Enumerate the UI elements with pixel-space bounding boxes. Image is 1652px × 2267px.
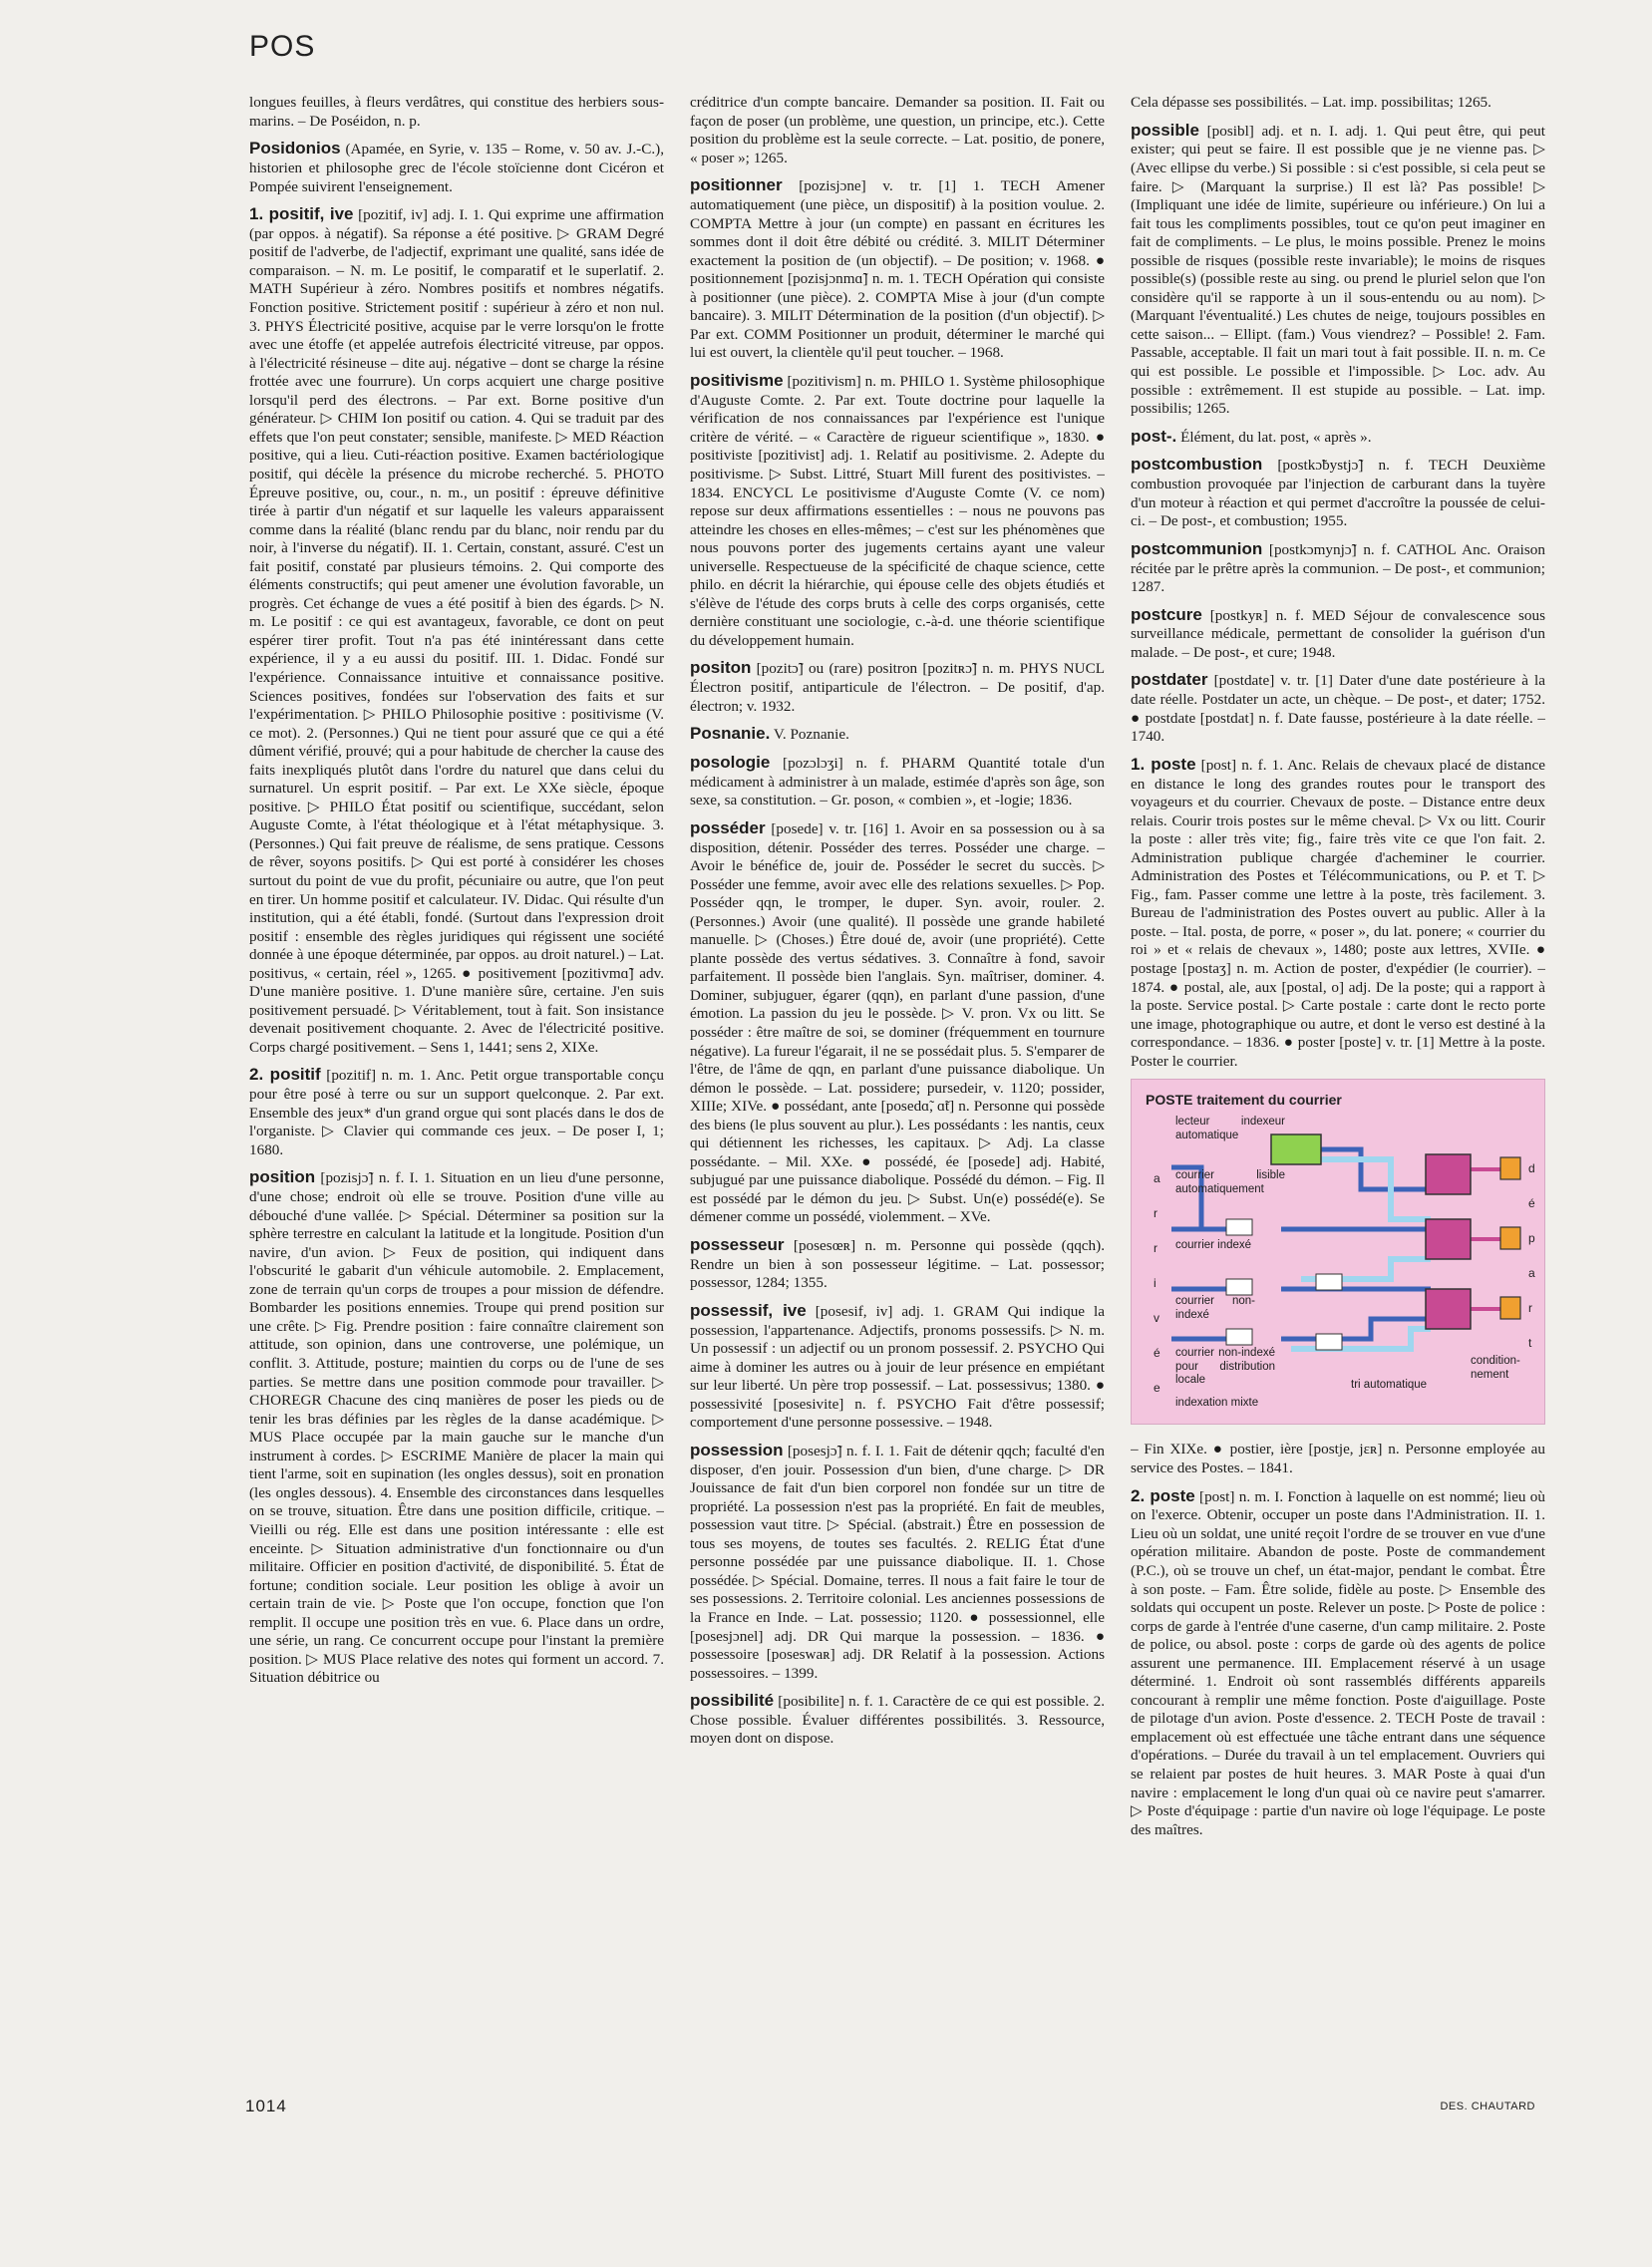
headword: possesseur	[690, 1235, 785, 1255]
mail-tray	[1226, 1329, 1252, 1345]
definition: [posesjɔ̃] n. f. I. 1. Fait de détenir qqch; faculté d'en disposer, d'en jouir. Possession d'un bien, d'une charge. ▷ DR Jouissance de fait d'un bien corporel non fondée sur un titre de propriété. La possession n'est pas la propriété. En fait de meubles, possession vaut titre. ▷ Spécial. (abstrait.) Être en possession de tous ses moyens, de toutes ses facultés. 2. RELIG État d'une personne possédée par une puissance diabolique. II. 1. Chose possédée. ▷ Spécial. Domaine, terres. Il nous a fait faire le tour de ses possessions. 2. Territoire colonial. Les anciennes possessions de la France en Inde. – Lat. possessio; 1120. ● possessionnel, elle [posesjɔnel] adj. DR Qui marque la possession. – 1836. ● possessoire [poseswaʀ] adj. DR Relatif à la possession. Actions possessoires. – 1399.	[690, 1442, 1105, 1682]
definition: V. Poznanie.	[773, 726, 849, 744]
entry	[1131, 427, 1545, 448]
definition: [pozitivism] n. m. PHILO 1. Système philosophique d'Auguste Comte. 2. Par ext. Toute doctrine pour laquelle la vérification de nos connaissances par l'expérience est l'unique critère de vérité. – « Caractère de rigueur scientifique », 1830. ● positiviste [pozitivist] adj. 1. Relatif au positivisme. 2. Adepte du positivisme. ▷ Subst. Littré, Stuart Mill furent des positivistes. – 1834. ENCYCL Le positivisme d'Auguste Comte (V. ce nom) repose sur deux affirmations essentielles : – nous ne pouvons pas atteindre les choses en elles-mêmes; – c'est sur les phénomènes que nous pouvons porter des jugements certains ayant une valeur universelle. Respectueuse de la spécificité de chaque science, cette philo. en décrit la hiérarchie, qui épouse celle des objets étudiés et s'élève de l'étude des corps bruts à celle des corps organisés, cette dernière constituant une sociologie, c.-à-d. une théorie scientifique du développement humain.	[690, 373, 1105, 649]
entry-text	[690, 724, 1105, 745]
headword: possession	[690, 1440, 784, 1459]
definition: [posesif, iv] adj. 1. GRAM Qui indique la possession, l'appartenance. Adjectifs, pronoms possessifs. ▷ N. m. Un possessif : un adjectif ou un pronom possessif. 2. PSYCHO Qui aime à dominer les autres ou à jouir de leur présence en empiétant sur leur liberté. Un père trop possessif. – Lat. possessivus; 1380. ● possessivité [posesivite] n. f. PSYCHO Fait d'être possessif; comportement d'une personne possessive. – 1948.	[690, 1302, 1105, 1432]
arrival-letter: é	[1154, 1346, 1160, 1361]
headword: postdater	[1131, 670, 1208, 690]
departure-letter: t	[1528, 1336, 1532, 1351]
definition: [post] n. m. I. Fonction à laquelle on est nommé; lieu où on l'exerce. Obtenir, occuper un poste dans l'Administration. II. 1. Lieu où un soldat, une unité reçoit l'ordre de se trouver en vue d'une opération militaire. Abandon de poste. Poste de commandement (P.C.), où se trouve un chef, un état-major, pendant le combat. Être à son poste. – Fam. Être solide, fidèle au poste. ▷ Ensemble des soldats qui occupent un poste. Relever un poste. ▷ Poste de police : corps de garde à l'entrée d'une caserne, d'un camp militaire. 2. Poste de police, ou absol. poste : corps de garde où des agents de police assurent une permanence. III. Emplacement réservé à un usage déterminé. 1. Endroit où sont rassemblés différents appareils concourant à remplir une même fonction. Poste d'aiguillage. Poste de pilotage d'un avion. Poste d'essence. 2. TECH Poste de travail : emplacement où est effectuée une tâche entrant dans une séquence d'opérations. – Durée du travail à un tel emplacement. Ouvriers qui se relaient par postes de huit heures. 3. MAR Poste à quai d'un navire : emplacement le long d'un quai où ce navire peut s'amarrer. ▷ Poste d'équipage : partie d'un navire où loge l'équipage. Le poste des maîtres.	[1131, 1487, 1545, 1838]
definition: [posesœʀ] n. m. Personne qui possède (qqch). Rendre un bien à son possesseur légitime. – Lat. possessor; possessor, 1284; 1355.	[690, 1237, 1105, 1292]
headword: possible	[1131, 120, 1199, 140]
sorter-block	[1426, 1219, 1471, 1259]
entry	[1131, 755, 1545, 1071]
headword: 1. poste	[1131, 754, 1196, 774]
headword: positon	[690, 658, 752, 678]
headword: 2. poste	[1131, 1485, 1195, 1505]
column-2	[690, 92, 1105, 2086]
entry	[1131, 539, 1545, 597]
diagram-label: lecteur indexeur automatique	[1175, 1116, 1285, 1141]
definition: [post] n. f. 1. Anc. Relais de chevaux placé de distance en distance le long des grandes routes pour le transport des voyageurs et du courrier. Chevaux de poste. – Distance entre deux relais. Courir trois postes sur le même cheval. ▷ Vx ou litt. Courir la poste : aller très vite; fig., faire très vite ce que l'on fait. 2. Administration publique chargée d'acheminer le courrier. Administration des Postes et Télécommunications, ou P. et T. ▷ Fig., fam. Passer comme une lettre à la poste, très facilement. 3. Bureau de l'administration des Postes ouvert au public. Aller à la poste. – Ital. posta, de porre, « poser », du lat. ponere; « courrier du roi » et « relais de chevaux », 1480; poste aux lettres, XVIIe. ● postage [postaʒ] n. m. Action de poster, d'expédier (le courrier). – 1874. ● postal, ale, aux [postal, o] adj. De la poste; qui a rapport à la poste. Service postal. ▷ Carte postale : carte dont le recto porte une image, photographique ou autre, et dont le verso est destiné à la correspondance. – 1836. ● poster [poste] v. tr. [1] Mettre à la poste. Poster le courrier.	[1131, 756, 1545, 1070]
running-head: POS	[249, 30, 316, 63]
entry	[1131, 121, 1545, 419]
mail-tray	[1226, 1279, 1252, 1295]
entry	[690, 92, 1105, 167]
entry	[690, 658, 1105, 716]
entry-text	[1131, 455, 1545, 530]
headword: positivisme	[690, 371, 784, 391]
definition: [posibl] adj. et n. I. adj. 1. Qui peut être, qui peut exister; qui peut se faire. Il est possible que je ne vienne pas. ▷ (Avec ellipse du verbe.) Si possible : si c'est possible, si cela peut se faire. ▷ (Marquant la surprise.) Il est là? Pas possible! ▷ (Impliquant une idée de limite, supérieure ou inférieure.) On lui a fait tous les compliments possibles, tout ce qu'on peut imaginer en fait de compliments. – Le plus, le moins possible. Prenez le moins possible de risques (possible reste invariable); le moins de risques possible(s) (possible reste au sing. ou prend le pluriel selon que l'on considère qu'il se rapporte à un il sous-entendu ou au nom). ▷ (Marquant l'éventualité.) Les chutes de neige, toujours possibles en cette saison... – Ellipt. (fam.) Vous viendrez? – Possible! 2. Fam. Passable, acceptable. Il fait un mari tout à fait possible. II. n. m. Ce qui est possible. Le possible et l'impossible. ▷ Loc. adv. Au possible : extrêmement. Il est stupide au possible. – Lat. imp. possibilis; 1265.	[1131, 122, 1545, 418]
entry-text	[1131, 605, 1545, 663]
diagram-label: courrier non-indexé pour distribution locale	[1175, 1347, 1275, 1386]
definition: – Fin XIXe. ● postier, ière [postje, jɛʀ] n. Personne employée au service des Postes. – 1841.	[1131, 1441, 1545, 1477]
diagram-label: condition-nement	[1471, 1355, 1520, 1381]
arrival-letter: r	[1154, 1241, 1157, 1256]
definition: [pozisjɔ̃] n. f. I. 1. Situation en un lieu d'une personne, d'une chose; endroit où elle se trouve. Position d'une ville au débouché d'une vallée. ▷ Spécial. Déterminer sa position sur la sphère terrestre en calculant la latitude et la longitude. Position d'un navire, d'un avion. ▷ Feux de position, qui indiquent dans l'obscurité le gabarit d'un véhicule automobile. 2. Emplacement, zone de terrain qu'un corps de troupes a pour mission de défendre. Bombarder les positions ennemies. Troupe qui prend position sur une crête. ▷ Fig. Prendre position : faire connaître clairement son attitude, son opinion, dans une controverse, une polémique, un conflit. 3. Attitude, posture; maintien du corps ou de l'une de ses parties. Se mettre dans une position commode pour travailler. ▷ CHOREGR Chacune des cinq manières de poser les pieds ou de tenir les bras définies par les règles de la danse académique. ▷ MUS Place occupée par la main gauche sur le manche d'un instrument à cordes. ▷ ESCRIME Manière de placer la main qui tient l'arme, soit en supination (les ongles dessus), soit en pronation (les ongles dessous). 4. Ensemble des circonstances dans lesquelles on se trouve, situation. Être dans une position difficile, critique. – Vieilli ou rég. Elle est dans une position intéressante : elle est enceinte. ▷ Situation administrative d'un fonctionnaire ou d'un militaire. Officier en position d'activité, de disponibilité. 5. État de fortune; condition sociale. Leur position les oblige à avoir un certain train de vie. ▷ Poste que l'on occupe, fonction que l'on remplit. Il occupe une position très en vue. 6. Place dans un ordre, une série, un rang. Ce concurrent occupe pour l'instant la première position. ▷ MUS Place relative des notes qui forment un accord. 7. Situation débitrice ou	[249, 1169, 664, 1687]
columns	[249, 92, 1545, 2086]
entry-text	[690, 92, 1105, 167]
entry	[690, 1691, 1105, 1749]
entry	[690, 371, 1105, 650]
definition: longues feuilles, à fleurs verdâtres, qui constitue des herbiers sous-marins. – De Poséidon, n. p.	[249, 94, 664, 130]
definition: Élément, du lat. post, « après ».	[1180, 428, 1372, 446]
definition: (Apamée, en Syrie, v. 135 – Rome, v. 50 av. J.-C.), historien et philosophe grec de l'école stoïcienne dont Cicéron et Pompée suivirent l'enseignement.	[249, 141, 664, 195]
definition: [posede] v. tr. [16] 1. Avoir en sa possession ou à sa disposition, détenir. Posséder des terres. Posséder une charge. – Avoir le bénéfice de, jouir de. Posséder le secret du succès. ▷ Posséder une femme, avoir avec elle des relations sexuelles. ▷ Pop. Posséder qqn, le tromper, le duper. Syn. avoir, rouler. 2. (Personnes.) Avoir (une qualité). Il possède une grande habileté manuelle. ▷ (Choses.) Être doué de, avoir (une propriété). Cette plante possède des vertus sédatives. 3. Connaître à fond, savoir parfaitement. Il possède bien l'anglais. Syn. maîtriser, dominer. 4. Dominer, subjuguer, égarer (qqn), en parlant d'une passion, d'une émotion. La passion du jeu le possède. ▷ V. pron. Vx ou litt. Se posséder : être maître de soi, se dominer (fréquemment en tournure négative). La fureur l'égarait, il ne se possédait plus. 5. S'emparer de l'être, de l'âme de qqn, en parlant d'une puissance diabolique. Un démon le possède. – Lat. possidere; pursedeir, v. 1120; possider, XIIIe; XIVe. ● possédant, ante [posedɑ̃, ɑ̃t] n. Personne qui possède des biens (le plus souvent au plur.). Les possédants : les nantis, ceux qui détiennent les richesses, les capitaux. ▷ Adj. La classe possédante. – Mil. XXe. ● possédé, ée [posede] adj. Habité, subjugué par une puissance diabolique. Possédé du démon. – Fig. Il est possédé par le démon du jeu. ▷ Subst. Un(e) possédé(e). Se démener comme un possédé, violemment. – XVe.	[690, 819, 1105, 1226]
headword: posologie	[690, 752, 771, 772]
entry	[690, 818, 1105, 1227]
entry-text	[1131, 539, 1545, 597]
entry-text	[690, 1235, 1105, 1293]
definition: [posibilite] n. f. 1. Caractère de ce qui est possible. 2. Chose possible. Évaluer différentes possibilités. 3. Ressource, moyen dont on dispose.	[690, 1693, 1105, 1748]
arrival-letter: e	[1154, 1381, 1160, 1396]
illustration-credit: DES. CHAUTARD	[1440, 2101, 1535, 2112]
entry-text	[1131, 121, 1545, 419]
outgoing-bin	[1500, 1297, 1520, 1319]
mail-tray	[1226, 1219, 1252, 1235]
entry-text	[690, 1301, 1105, 1433]
outgoing-bin	[1500, 1157, 1520, 1179]
entry	[1131, 455, 1545, 530]
diagram-label: courrier indexé	[1175, 1239, 1252, 1252]
definition: [pozitɔ̃] ou (rare) positron [pozitʀɔ̃] n. m. PHYS NUCL Électron positif, antiparticule de l'électron. – De positif, d'ap. électron; v. 1932.	[690, 660, 1105, 715]
departure-letter: p	[1528, 1231, 1535, 1246]
entry-text	[1131, 1439, 1545, 1477]
entry	[249, 1065, 664, 1159]
entry-text	[249, 204, 664, 1057]
column-1	[249, 92, 664, 2086]
page-number: 1014	[245, 2097, 287, 2115]
entry	[690, 1301, 1105, 1433]
mail-tray	[1316, 1334, 1342, 1350]
entry-text	[1131, 670, 1545, 746]
entry	[1131, 1486, 1545, 1840]
diagram-label: indexation mixte	[1175, 1397, 1259, 1410]
headword: postcure	[1131, 604, 1202, 624]
headword: 2. positif	[249, 1065, 321, 1085]
headword: Posidonios	[249, 139, 341, 159]
sorting-machines	[1426, 1154, 1471, 1329]
entry	[1131, 1439, 1545, 1477]
headword: postcombustion	[1131, 455, 1263, 475]
definition: [pozɔlɔʒi] n. f. PHARM Quantité totale d'un médicament à administrer à un malade, estimée d'après son âge, son sexe, sa constitution. – Gr. poson, « combien », et -logie; 1836.	[690, 754, 1105, 810]
outgoing-bins	[1500, 1157, 1520, 1319]
headword: 1. positif, ive	[249, 204, 354, 224]
arrival-letter: i	[1154, 1276, 1156, 1291]
entry	[690, 175, 1105, 363]
definition: Cela dépasse ses possibilités. – Lat. imp. possibilitas; 1265.	[1131, 94, 1491, 111]
headword: Posnanie.	[690, 724, 771, 744]
definition: [pozisjɔne] v. tr. [1] 1. TECH Amener automatiquement (une pièce, un dispositif) à la position voulue. 2. COMPTA Mettre à jour (un compte) en passant en écritures les sommes dont il doit être débité ou crédité. 3. MILIT Déterminer exactement la position de (un objectif). – De position; v. 1968. ● positionnement [pozisjɔnmɑ̃] n. m. 1. TECH Opération qui consiste à positionner (une pièce). 2. COMPTA Mise à jour (d'un compte bancaire). 3. MILIT Détermination de la position (d'un objectif). ▷ Par ext. COMM Positionner un produit, déterminer le marché qui lui est ouvert, la clientèle qu'il peut toucher. – 1968.	[690, 177, 1105, 362]
entry-text	[249, 139, 664, 196]
headword: postcommunion	[1131, 538, 1263, 558]
entry-text	[690, 658, 1105, 716]
entry-text	[1131, 755, 1545, 1071]
diagram-label: tri automatique	[1351, 1379, 1428, 1392]
departure-letter: r	[1528, 1301, 1532, 1316]
entry-text	[690, 818, 1105, 1227]
definition: [postkɔmynjɔ̃] n. f. CATHOL Anc. Oraison récitée par le prêtre après la communion. – De post-, et communion; 1287.	[1131, 540, 1545, 596]
entry	[690, 724, 1105, 745]
definition: [postkɔ̃bystjɔ̃] n. f. TECH Deuxième combustion provoquée par l'injection de carburant dans la tuyère d'un moteur à réaction et qui permet d'accroître la poussée de celui-ci. – De post-, et combustion; 1955.	[1131, 457, 1545, 530]
entry-text	[249, 1065, 664, 1159]
definition: [postkyʀ] n. f. MED Séjour de convalescence sous surveillance médicale, permettant de consolider la guérison d'un malade. – De post-, et cure; 1948.	[1131, 606, 1545, 661]
entry	[249, 92, 664, 131]
entry-text	[249, 1167, 664, 1688]
entry-text	[690, 1691, 1105, 1749]
definition: [pozitif, iv] adj. I. 1. Qui exprime une affirmation (par oppos. à négatif). Sa réponse a été positive. ▷ GRAM Degré positif de l'adverbe, de l'adjectif, exprimant une qualité, sans idée de comparaison. – N. m. Le positif, le comparatif et le superlatif. 2. MATH Supérieur à zéro. Nombres positifs et nombres négatifs. Fonction positive. Strictement positif : supérieur à zéro et non nul. 3. PHYS Électricité positive, acquise par le verre lorsqu'on le frotte avec une étoffe (et appelée autrefois électricité vitreuse, par oppos. à l'électricité résineuse – dite auj. négative – dont se charge la résine frottée avec une fourrure). Un corps acquiert une charge positive lorsqu'il perd des électrons. – Par ext. Borne positive d'un générateur. ▷ CHIM Ion positif ou cation. 4. Qui se traduit par des effets que l'on peut constater; sensible, manifeste. ▷ MED Réaction positive, qui a lieu. Cuti-réaction positive. Examen bactériologique positif, qui décèle la présence du microbe recherché. 5. PHOTO Épreuve positive, ou, cour., n. m., un positif : épreuve définitive tirée à partir d'un négatif et sur laquelle les valeurs apparaissent comme dans la réalité (blanc rendu par du blanc, noir rendu par du noir, à l'inverse du négatif). II. 1. Certain, constant, assuré. C'est un fait positif, constaté par plusieurs témoins. 2. Qui comporte des éléments constructifs; qui peut amener une évolution favorable, un progrès. Cet échange de vues a été positif à bien des égards. ▷ N. m. Le positif : ce qui est avantageux, favorable, ce dont on peut espérer tirer profit. Tout n'a pas été inintéressant dans cette expérience, il y a eu aussi du positif. III. 1. Didac. Fondé sur l'expérience. Connaissance intuitive et connaissance positive. Sciences positives, fondées sur l'observation des faits et sur l'expérimentation. ▷ PHILO Philosophie positive : positivisme (V. ce mot). 2. (Personnes.) Qui ne tient pour assuré que ce qui a été dûment vérifié, prouvé; qui a pour habitude de chercher la cause des faits inexpliqués plutôt dans l'ordre du naturel que dans celui du surnaturel. Un esprit positif. – Par ext. Le XXe siècle, époque positive. ▷ PHILO État positif ou scientifique, succédant, selon Auguste Comte, à l'état théologique et à l'état métaphysique. 3. (Personnes.) Qui fait preuve de réalisme, de sens pratique. Cessons de rêver, soyons positifs. ▷ Qui est porté à considérer les choses surtout du point de vue du profit, pécuniaire ou autre, que l'on peut en tirer. Un homme positif et calculateur. IV. Didac. Qui résulte d'un institution, qui a été établi, fondé. (Surtout dans l'expression droit positif : ensemble des règles juridiques qui régissent une société donnée à une époque déterminée, par oppos. au droit naturel.) – Lat. positivus, « certain, réel », 1265. ● positivement [pozitivmɑ̃] adv. D'une manière positive. 1. D'une manière sûre, certaine. J'en suis positivement persuadé. ▷ Véritablement, tout à fait. Son insistance devenait positivement choquante. 2. Avec de l'électricité positive. Corps chargé positivement. – Sens 1, 1441; sens 2, XIXe.	[249, 206, 664, 1056]
diagram-title: POSTE traitement du courrier	[1146, 1092, 1342, 1109]
headword: position	[249, 1167, 316, 1187]
entry	[690, 1441, 1105, 1683]
entry-text	[690, 371, 1105, 650]
entry	[690, 753, 1105, 810]
entry-text	[1131, 427, 1545, 448]
entry	[1131, 605, 1545, 663]
definition: [pozitif] n. m. 1. Anc. Petit orgue transportable conçu pour être posé à terre ou sur un support quelconque. 2. Par ext. Ensemble des jeux* d'un grand orgue qui sont placés dans le dos de l'organiste. ▷ Clavier qui commande ces jeux. – De poser I, 1; 1680.	[249, 1067, 664, 1158]
conveyor-belt	[1321, 1149, 1431, 1189]
entry	[249, 139, 664, 196]
definition: [postdate] v. tr. [1] Dater d'une date postérieure à la date réelle. Postdater un acte, un chèque. – De post-, et dater; 1752. ● postdate [postdat] n. f. Date fausse, postérieure à la date réelle. – 1740.	[1131, 672, 1545, 746]
headword: posséder	[690, 817, 766, 837]
definition: créditrice d'un compte bancaire. Demander sa position. II. Fait ou façon de poser (un problème, une question, un principe, etc.). Cette position du problème est la seule correcte. – Lat. positio, de ponere, « poser »; 1265.	[690, 94, 1105, 166]
departure-letter: a	[1528, 1266, 1535, 1281]
entry-text	[1131, 92, 1545, 113]
headword: possessif, ive	[690, 1300, 807, 1320]
column-3	[1131, 92, 1545, 2086]
arrival-letter: v	[1154, 1311, 1159, 1326]
entry-text	[690, 753, 1105, 810]
entry	[249, 204, 664, 1057]
headword: positionner	[690, 175, 783, 195]
arrival-letter: r	[1154, 1206, 1157, 1221]
arrival-letter: a	[1154, 1171, 1160, 1186]
mail-sorting-diagram	[1131, 1079, 1545, 1425]
entry-text	[1131, 1486, 1545, 1840]
entry	[1131, 670, 1545, 746]
diagram-label: courrier lisible automatiquement	[1175, 1169, 1285, 1195]
entry	[249, 1167, 664, 1688]
entry-text	[690, 175, 1105, 363]
entry-text	[690, 1441, 1105, 1683]
headword: possibilité	[690, 1691, 775, 1711]
departure-letter: é	[1528, 1196, 1535, 1211]
headword: post-.	[1131, 426, 1177, 446]
entry	[1131, 92, 1545, 113]
outgoing-bin	[1500, 1227, 1520, 1249]
entry	[690, 1235, 1105, 1293]
sorter-block	[1426, 1289, 1471, 1329]
entry-text	[249, 92, 664, 131]
sorter-block	[1426, 1154, 1471, 1194]
mail-tray	[1316, 1274, 1342, 1290]
diagram-label: courrier non-indexé	[1175, 1295, 1255, 1321]
departure-letter: d	[1528, 1161, 1535, 1176]
